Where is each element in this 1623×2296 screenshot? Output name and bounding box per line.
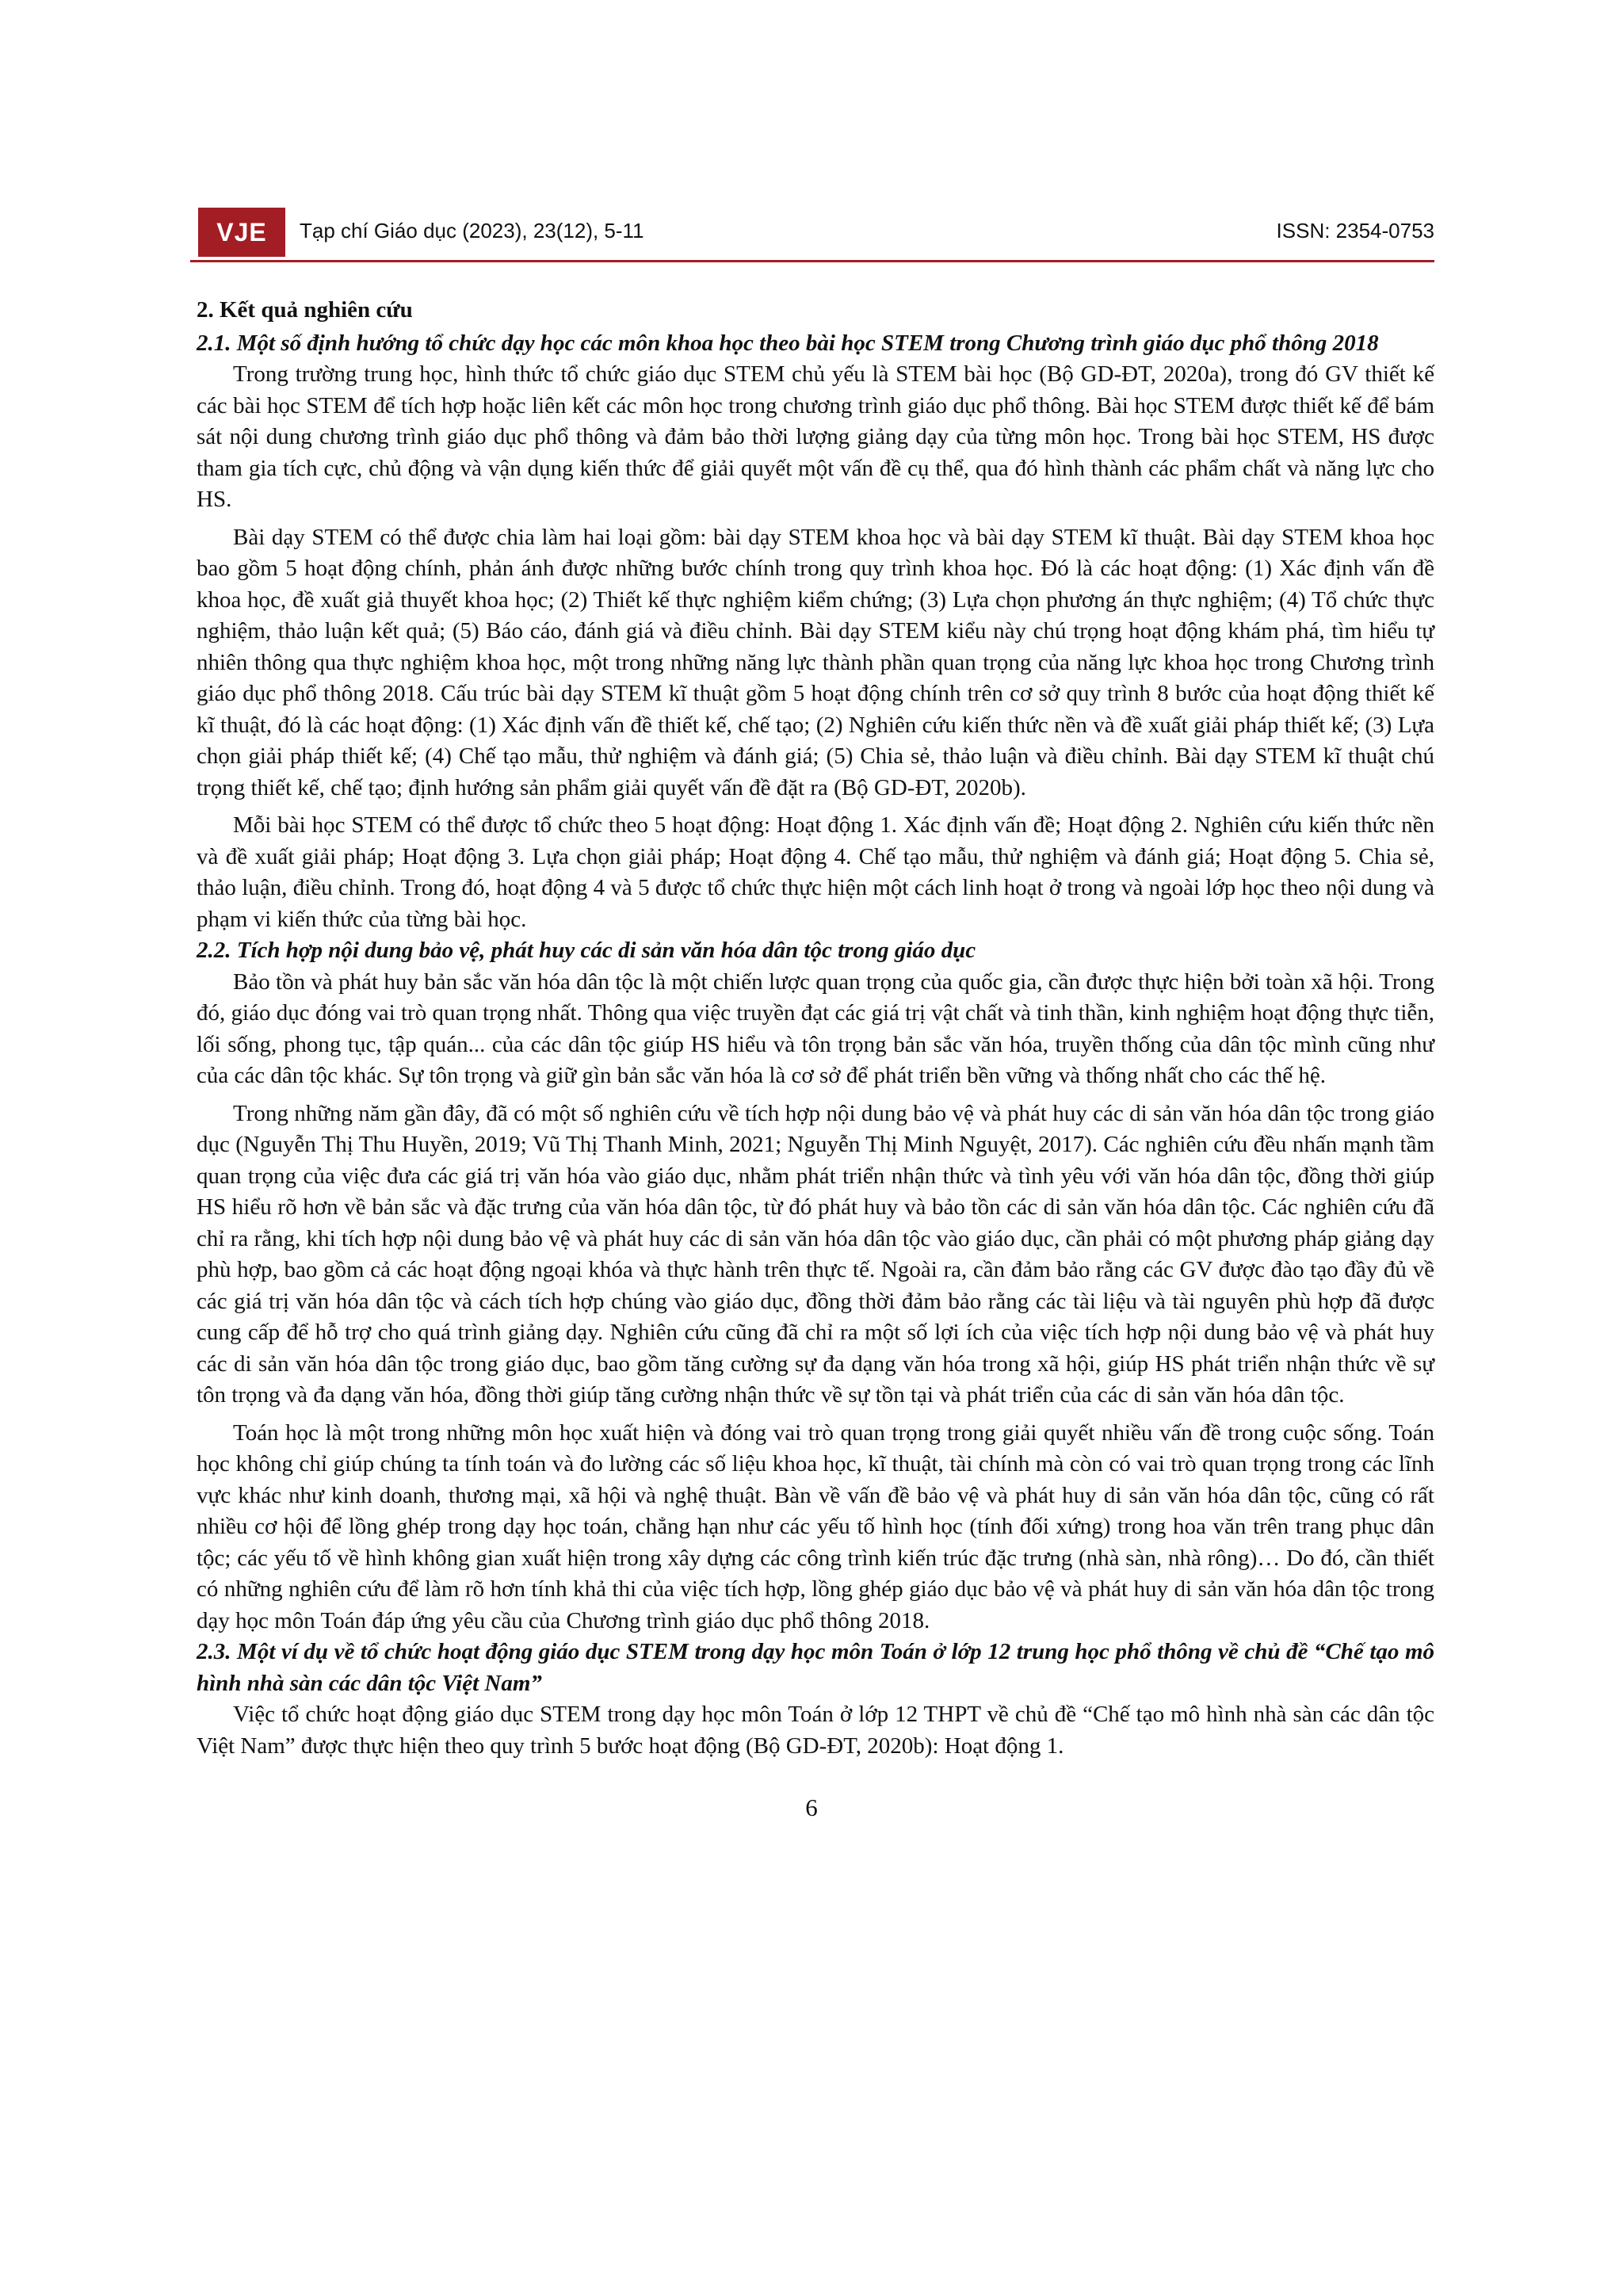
subsection-heading-2-2: 2.2. Tích hợp nội dung bảo vệ, phát huy các di sản văn hóa dân tộc trong giáo dục [197,938,976,963]
page-header [190,208,1434,260]
header-rule [190,260,1434,262]
paragraph: Bài dạy STEM có thể được chia làm hai loại gồm: bài dạy STEM khoa học và bài dạy STEM kĩ thuật. Bài dạy STEM khoa học bao gồm 5 hoạt động chính, phản ánh được những bước chính trong quy trình khoa học. Đó là các hoạt động: (1) Xác định vấn đề khoa học, đề xuất giả thuyết khoa học; (2) Thiết kế thực nghiệm kiểm chứng; (3) Lựa chọn phương án thực nghiệm; (4) Tổ chức thực nghiệm, thảo luận kết quả; (5) Báo cáo, đánh giá và điều chỉnh. Bài dạy STEM kiểu này chú trọng hoạt động khám phá, tìm hiểu tự nhiên thông qua thực nghiệm khoa học, một trong những năng lực thành phần quan trọng của năng lực khoa học trong Chương trình giáo dục phổ thông 2018. Cấu trúc bài dạy STEM kĩ thuật gồm 5 hoạt động chính trên cơ sở quy trình 8 bước của hoạt động thiết kế kĩ thuật, đó là các hoạt động: (1) Xác định vấn đề thiết kế, chế tạo; (2) Nghiên cứu kiến thức nền và đề xuất giải pháp thiết kế; (3) Lựa chọn giải pháp thiết kế; (4) Chế tạo mẫu, thử nghiệm và đánh giá; (5) Chia sẻ, thảo luận và điều chỉnh. Bài dạy STEM kĩ thuật chú trọng thiết kế, chế tạo; định hướng sản phẩm giải quyết vấn đề đặt ra (Bộ GD-ĐT, 2020b). [197,524,1434,800]
subsection-heading-2-1: 2.1. Một số định hướng tổ chức dạy học các môn khoa học theo bài học STEM trong Chương trình giáo dục phổ thông 2018 [197,330,1379,356]
page-number: 6 [805,1794,818,1821]
paragraph: Mỗi bài học STEM có thể được tổ chức theo 5 hoạt động: Hoạt động 1. Xác định vấn đề; Hoạt động 2. Nghiên cứu kiến thức nền và đề xuất giải pháp; Hoạt động 3. Lựa chọn giải pháp; Hoạt động 4. Chế tạo mẫu, thử nghiệm và đánh giá; Hoạt động 5. Chia sẻ, thảo luận, điều chỉnh. Trong đó, hoạt động 4 và 5 được tổ chức thực hiện một cách linh hoạt ở trong và ngoài lớp học theo nội dung và phạm vi kiến thức của từng bài học. [197,812,1434,932]
journal-logo: VJE [198,208,285,257]
paragraph: Bảo tồn và phát huy bản sắc văn hóa dân tộc là một chiến lược quan trọng của quốc gia, cần được thực hiện bởi toàn xã hội. Trong đó, giáo dục đóng vai trò quan trọng nhất. Thông qua việc truyền đạt các giá trị vật chất và tinh thần, kinh nghiệm hoạt động thực tiễn, lối sống, phong tục, tập quán... của các dân tộc giúp HS hiểu và tôn trọng bản sắc văn hóa, truyền thống của dân tộc mình cũng như của các dân tộc khác. Sự tôn trọng và giữ gìn bản sắc văn hóa là cơ sở để phát triển bền vững và thống nhất cho các thế hệ. [197,968,1434,1088]
paragraph: Toán học là một trong những môn học xuất hiện và đóng vai trò quan trọng trong giải quyết nhiều vấn đề trong cuộc sống. Toán học không chỉ giúp chúng ta tính toán và đo lường các số liệu khoa học, kĩ thuật, tài chính mà còn có vai trò quan trọng trong các lĩnh vực khác như kinh doanh, thương mại, xã hội và nghệ thuật. Bàn về vấn đề bảo vệ và phát huy di sản văn hóa dân tộc, cũng có rất nhiều cơ hội để lồng ghép trong dạy học toán, chẳng hạn như các yếu tố hình học (tính đối xứng) trong hoa văn trên trang phục dân tộc; các yếu tố về hình không gian xuất hiện trong xây dựng các công trình kiến trúc đặc trưng (nhà sàn, nhà rông)… Do đó, cần thiết có những nghiên cứu để làm rõ hơn tính khả thi của việc tích hợp, lồng ghép giáo dục bảo vệ và phát huy di sản văn hóa dân tộc trong dạy học môn Toán đáp ứng yêu cầu của Chương trình giáo dục phổ thông 2018. [197,1419,1434,1633]
paragraph: Trong những năm gần đây, đã có một số nghiên cứu về tích hợp nội dung bảo vệ và phát huy các di sản văn hóa dân tộc trong giáo dục (Nguyễn Thị Thu Huyền, 2019; Vũ Thị Thanh Minh, 2021; Nguyễn Thị Minh Nguyệt, 2017). Các nghiên cứu đều nhấn mạnh tầm quan trọng của việc đưa các giá trị văn hóa vào giáo dục, nhằm phát triển nhận thức và tình yêu với văn hóa dân tộc, đồng thời giúp HS hiểu rõ hơn về bản sắc và đặc trưng của văn hóa dân tộc, từ đó phát huy và bảo tồn các di sản văn hóa dân tộc. Các nghiên cứu đã chỉ ra rằng, khi tích hợp nội dung bảo vệ và phát huy các di sản văn hóa dân tộc vào giáo dục, cần phải có một phương pháp giảng dạy phù hợp, bao gồm cả các hoạt động ngoại khóa và thực hành trên thực tế. Ngoài ra, cần đảm bảo rằng các GV được đào tạo đầy đủ về các giá trị văn hóa dân tộc và cách tích hợp chúng vào giáo dục, đồng thời đảm bảo rằng các tài liệu và tài nguyên phù hợp đã được cung cấp để hỗ trợ cho quá trình giảng dạy. Nghiên cứu cũng đã chỉ ra một số lợi ích của việc tích hợp nội dung bảo vệ và phát huy các di sản văn hóa dân tộc trong giáo dục, bao gồm tăng cường sự đa dạng văn hóa trong xã hội, giúp HS phát triển nhận thức về sự tôn trọng và đa dạng văn hóa, đồng thời giúp tăng cường nhận thức về sự tồn tại và phát triển của các di sản văn hóa dân tộc. [197,1100,1434,1408]
journal-citation: Tạp chí Giáo dục (2023), 23(12), 5-11 [300,219,644,243]
article-body [197,295,1434,1762]
issn-label: ISSN: 2354-0753 [1276,219,1434,243]
paragraph: Trong trường trung học, hình thức tổ chức giáo dục STEM chủ yếu là STEM bài học (Bộ GD-ĐT, 2020a), trong đó GV thiết kế các bài học STEM để tích hợp hoặc liên kết các môn học trong chương trình giáo dục phổ thông. Bài học STEM được thiết kế để bám sát nội dung chương trình giáo dục phổ thông và đảm bảo thời lượng giảng dạy của từng môn học. Trong bài học STEM, HS được tham gia tích cực, chủ động và vận dụng kiến thức để giải quyết một vấn đề cụ thể, qua đó hình thành các phẩm chất và năng lực cho HS. [197,361,1434,512]
subsection-heading-2-3: 2.3. Một ví dụ về tổ chức hoạt động giáo dục STEM trong dạy học môn Toán ở lớp 12 trung học phổ thông về chủ đề “Chế tạo mô hình nhà sàn các dân tộc Việt Nam” [197,1639,1434,1696]
section-heading: 2. Kết quả nghiên cứu [197,297,413,323]
paragraph: Việc tổ chức hoạt động giáo dục STEM trong dạy học môn Toán ở lớp 12 THPT về chủ đề “Chế tạo mô hình nhà sàn các dân tộc Việt Nam” được thực hiện theo quy trình 5 bước hoạt động (Bộ GD-ĐT, 2020b): Hoạt động 1. [197,1702,1434,1759]
